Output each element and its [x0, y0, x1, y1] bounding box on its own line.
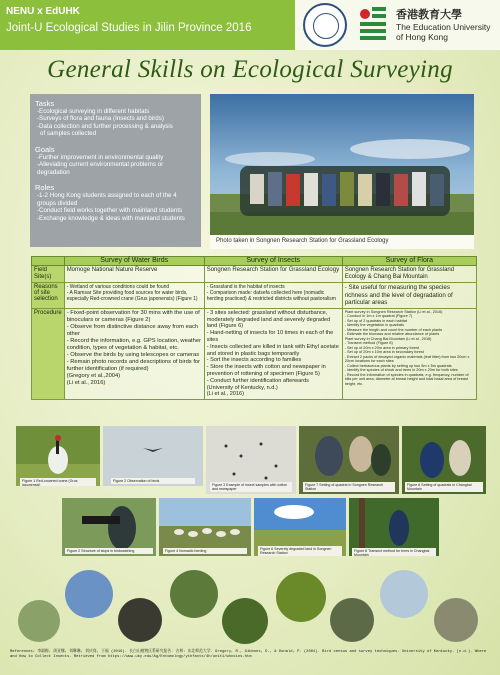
figure-quadrat-changbai-photo [402, 426, 486, 494]
eduhk-name-zh: 香港教育大學 [396, 8, 462, 21]
roles-heading: Roles [35, 183, 55, 193]
group-photo-image [210, 94, 474, 235]
tasks-goals-roles-panel [30, 94, 201, 247]
insect-circle-photo [118, 598, 162, 642]
role-item: -Exchange knowledge & ideas with mainland students [37, 214, 185, 222]
figure-caption: Figure 6 Severely degraded land in Songnen Research Station [258, 546, 342, 556]
header [0, 0, 500, 50]
figure-bird-observation-photo [103, 426, 203, 486]
cell-reasons-insects: - Grassland is the habitat of insects - Comparison made: datsefa collected here (nomadic herding practiced) & restricted districts without pastoralism [204, 283, 342, 309]
nenu-seal-logo [303, 3, 347, 47]
row-label-site: Field Site(s) [32, 266, 65, 283]
references: References: 李淑梅, 周亚娜, 刘琳琳, 刘庆岗, 于福 (2016). 长白山植物区系研究报告. 吉林: 东北师范大学. Gregory, R., Gibbons, D., & Donald, P. (2004). Bird census and survey techniques. University of Kentucky. (n.d.). Where and How to Collect Insects. Retrieved from https://www.uky.edu/Ag/Entomology/ythfacts/4h/unit1/whcoins.htm [10, 650, 487, 659]
figure-caption: Figure 2 Structure of stops in birdwatching [65, 548, 153, 554]
cell-reasons-birds: - Wetland of various conditions could be found - A Ramsar Site providing food sources for water birds, especially Red-crowned crane (Grus japonensis) (Figure 1) [64, 283, 204, 309]
figure-insect-samples-photo [206, 426, 296, 494]
header-band [0, 0, 295, 50]
insect-circle-photo [330, 598, 374, 642]
header-line1: NENU x EdUHK [6, 6, 80, 17]
figure-caption: Figure 4 Nomadic herding [163, 548, 247, 554]
figure-caption: Figure 7 Setting of quadrat in Songnen Research Station [303, 482, 395, 492]
goal-item: degradation [37, 168, 70, 176]
figure-caption: Figure 8 Setting of quadrats in Changbai Mountain [405, 482, 483, 492]
cell-site-birds: Momoge National Nature Reserve [64, 266, 204, 283]
insect-circle-photo [170, 570, 218, 618]
insect-circle-photo [18, 600, 60, 642]
eduhk-name-en-line1: The Education University [396, 22, 491, 32]
cell-site-insects: Songnen Research Station for Grassland Ecology [204, 266, 342, 283]
row-label-procedure: Procedure [32, 308, 65, 399]
table-header-birds: Survey of Water Birds [64, 257, 204, 266]
insect-circle-photo [276, 572, 326, 622]
figure-crane-photo [16, 426, 100, 486]
eduhk-name-en-line2: of Hong Kong [396, 32, 448, 42]
group-photo [210, 94, 474, 249]
table-header-row [32, 257, 477, 266]
table-header-flora: Survey of Flora [342, 257, 476, 266]
table-row-procedure [32, 308, 477, 399]
figure-caption: Figure 8 Transect method for trees in Changbai Mountain [352, 548, 436, 556]
role-item: -1-2 Hong Kong students assigned to each of the 4 [37, 191, 177, 199]
figure-caption: Figure 2 Observation of birds [111, 478, 195, 484]
cell-site-flora: Songnen Research Station for Grassland Ecology & Chang Bai Mountain [342, 266, 476, 283]
table-header-blank [32, 257, 65, 266]
table-row-reasons [32, 283, 477, 309]
goal-item: -Alleviating current environmental problems or [37, 161, 164, 169]
survey-table [31, 256, 477, 400]
figure-birdwatching-photo [62, 498, 156, 556]
table-row-site [32, 266, 477, 283]
task-item: -Ecological surveying in different habitats [37, 107, 150, 115]
insect-circle-photo [434, 598, 478, 642]
cell-reasons-flora: - Site useful for measuring the species richness and the level of degradation of particular areas [342, 283, 476, 309]
task-item: -Surveys of flora and fauna (Insects and birds) [37, 115, 164, 123]
figure-transect-photo [349, 498, 439, 556]
insect-circle-photo [65, 570, 113, 618]
insect-circle-photo [222, 598, 268, 644]
cell-proc-birds: - Fixed-point observation for 30 mins with the use of binoculars or cameras (Figure 2) - Observe from distinctive distance away from each other - Record the information, e.g. GPS location, weather condition, types of vegetation & habitat, etc. - Observe the birds by using telescopes or cameras - Remain photo records and descriptions of birds for further identification (if required) (Gregory et al.,2004) (Li et al., 2016) [64, 308, 204, 399]
figure-quadrat-songnen-photo [299, 426, 399, 494]
tasks-heading: Tasks [35, 99, 55, 108]
header-line2: Joint-U Ecological Studies in Jilin Province 2016 [6, 22, 252, 34]
cell-proc-insects: - 3 sites selected: grassland without disturbance, moderately degraded land and severely degraded land (Figure 6) - Hand-netting of insects for 10 times in each of the sites - Insects collected are killed in tank with Ethyl acetate and stored in plastic bags temporarily - Sort the insects according to families - Store the insects with cotton and newspaper in prevention of rottening of specimen (Figure 5) - Conduct further identification afterwards (University of Kentucky, n.d.) (Li et al., 2016) [204, 308, 342, 399]
goal-item: -Further improvement in environmental quality [37, 153, 164, 161]
eduhk-name-en [396, 22, 496, 42]
role-item: groups divided [37, 199, 78, 207]
figure-nomadic-herding-photo [159, 498, 251, 556]
figure-caption: Figure 1 Red-crowned crane (Grus japonensis) [20, 478, 96, 486]
figure-caption: Figure 3 Example of insect samples with cotton and newspaper [210, 482, 292, 492]
photo-caption: Photo taken in Songnen Research Station for Grassland Ecology [210, 235, 474, 249]
poster-title: General Skills on Ecological Surveying [47, 56, 453, 83]
role-item: -Conduct field works together with mainland students [37, 207, 183, 215]
goals-heading: Goals [35, 144, 55, 154]
insect-circle-photo [380, 570, 428, 618]
cell-proc-flora: Plant survey in Songnen Research Station (Li et al., 2016) - Conduct in 1m x 1m quadrat (Figure 7) - Set up of 2 quadrats in each habitat - Identify the vegetation in quadrats - Measure the length and count the number of each plants - Estimate the biomass and relative abundance of plants Plant survey in Chang Bai Mountain (Li et al., 2016) - Transect method (Figure 8) - Set up of 20m x 20m area in primary forest - Set up of 20m x 10m area in secondary forest - Extract 2 packs of decayed organic materials (leaf litter) from two 20cm x 20cm locations for each sites - Collect herbaceous plants by setting up two 5m x 5m quadrats - Identify the species of shrub and trees in 20m x 20m for both sites - Record the information of species in quadrats, e.g. frequency, number of hills per unit area, diameter at breast height and total basal area of breast height, etc. [342, 308, 476, 399]
row-label-reasons: Reasons of site selection [32, 283, 65, 309]
task-item: -Data collection and further processing & analysis [37, 122, 173, 130]
eduhk-logo-icon [360, 7, 390, 41]
task-item: of samples collected [40, 130, 97, 138]
figure-degraded-land-photo [254, 498, 346, 556]
table-header-insects: Survey of Insects [204, 257, 342, 266]
